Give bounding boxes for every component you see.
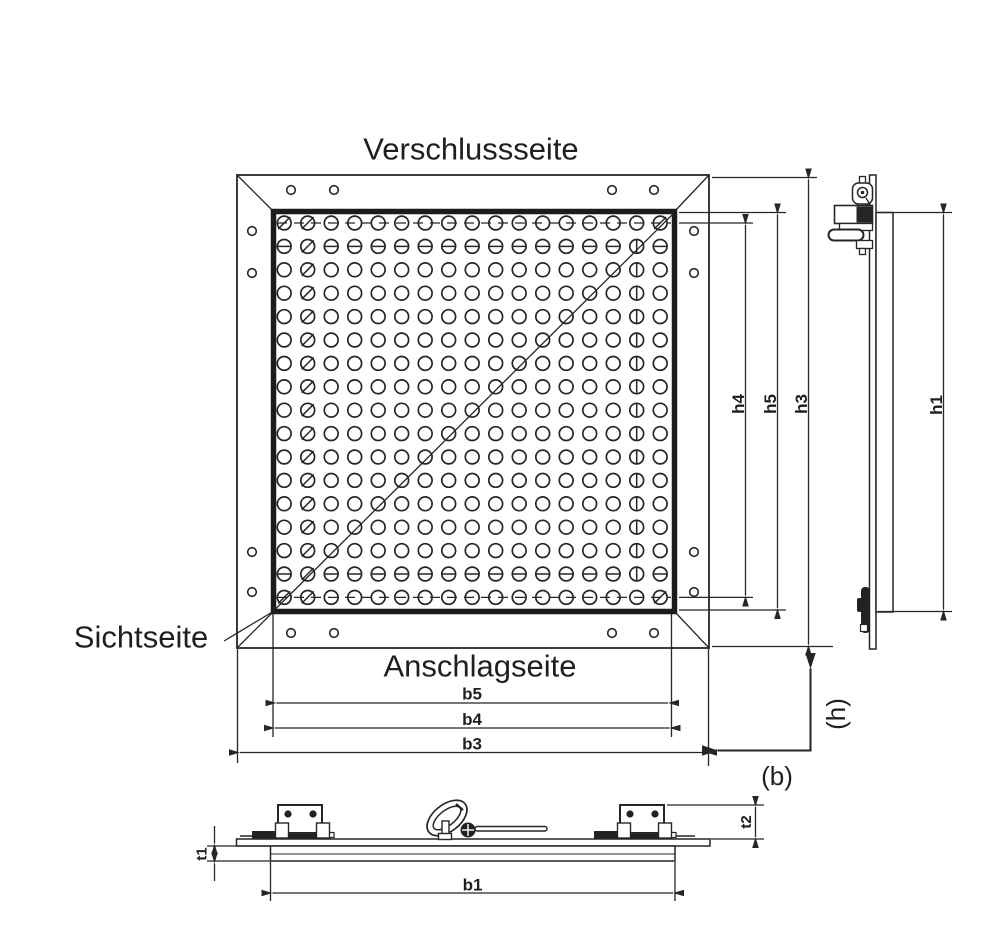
perforation-hole — [442, 427, 456, 441]
hinge-icon — [857, 587, 870, 633]
perforation-hole — [465, 520, 479, 534]
perforation-hole — [606, 310, 620, 324]
perforation-hole — [348, 333, 362, 347]
perforation-hole — [536, 286, 550, 300]
bottom-view-flange — [237, 839, 711, 846]
perforation-hole — [324, 403, 338, 417]
perforation-hole — [418, 286, 432, 300]
perforation-hole — [465, 497, 479, 511]
perforation-hole — [465, 403, 479, 417]
perforation-hole — [442, 520, 456, 534]
perforation-hole — [442, 333, 456, 347]
perforation-hole — [371, 474, 385, 488]
dim-h4 — [729, 225, 748, 596]
perforation-hole — [512, 380, 526, 394]
perforation-hole — [606, 427, 620, 441]
perforation-hole — [583, 357, 597, 371]
label-verschlussseite: Verschlussseite — [363, 131, 579, 167]
dim-b3 — [240, 735, 706, 754]
perforation-hole — [371, 427, 385, 441]
perforation-hole — [653, 497, 667, 511]
perforation-hole — [606, 403, 620, 417]
perforation-hole — [442, 380, 456, 394]
perforation-hole — [583, 474, 597, 488]
perforation-hole — [418, 450, 432, 464]
perforation-hole — [465, 544, 479, 558]
perforation-hole — [348, 263, 362, 277]
perforation-hole — [653, 474, 667, 488]
perforation-hole — [512, 450, 526, 464]
perforation-hole — [489, 520, 503, 534]
perforation-hole — [559, 544, 573, 558]
perforation-hole — [536, 544, 550, 558]
perforation-hole — [277, 474, 291, 488]
dim-t2 — [667, 805, 764, 839]
perforation-hole — [418, 427, 432, 441]
perforation-hole — [512, 357, 526, 371]
perforation-hole — [324, 357, 338, 371]
perforation-hole — [348, 310, 362, 324]
perforation-hole — [653, 403, 667, 417]
perforation-hole — [324, 263, 338, 277]
dim-b1 — [271, 862, 676, 901]
perforation-hole — [583, 333, 597, 347]
perforation-hole — [395, 403, 409, 417]
perforation-hole — [324, 380, 338, 394]
perforation-hole — [348, 544, 362, 558]
dim-b5 — [277, 685, 669, 704]
perforation-hole — [512, 544, 526, 558]
perforation-hole — [653, 263, 667, 277]
perforation-hole — [489, 263, 503, 277]
perforation-hole — [371, 497, 385, 511]
perforation-hole — [536, 497, 550, 511]
dim-b4 — [275, 710, 670, 729]
perforation-hole — [536, 380, 550, 394]
perforation-hole — [324, 450, 338, 464]
perforation-hole — [395, 380, 409, 394]
perforation-hole — [442, 474, 456, 488]
perforation-hole — [512, 427, 526, 441]
perforation-hole — [371, 310, 385, 324]
dim-b5-label: b5 — [462, 684, 482, 704]
perforation-hole — [465, 357, 479, 371]
perforation-hole — [371, 403, 385, 417]
perforation-hole — [277, 310, 291, 324]
perforation-hole — [559, 474, 573, 488]
perforation-hole — [606, 544, 620, 558]
perforation-hole — [512, 403, 526, 417]
perforation-hole — [442, 263, 456, 277]
perforation-hole — [653, 357, 667, 371]
perforation-hole — [324, 427, 338, 441]
perforation-hole — [512, 474, 526, 488]
perforation-hole — [606, 474, 620, 488]
perforation-hole — [489, 357, 503, 371]
perforation-hole — [277, 520, 291, 534]
perforation-hole — [348, 403, 362, 417]
perforation-hole — [583, 450, 597, 464]
perforation-hole — [583, 544, 597, 558]
perforation-hole — [395, 310, 409, 324]
perforation-hole — [442, 310, 456, 324]
perforation-hole — [489, 450, 503, 464]
perforation-hole — [418, 520, 432, 534]
perforation-hole — [348, 520, 362, 534]
perforation-hole — [512, 333, 526, 347]
perforation-hole — [277, 286, 291, 300]
perforation-hole — [559, 310, 573, 324]
perforation-hole — [395, 544, 409, 558]
perforation-hole — [395, 474, 409, 488]
perforation-hole — [395, 450, 409, 464]
perforation-hole — [418, 333, 432, 347]
perforation-hole — [324, 544, 338, 558]
dim-b1-label: b1 — [462, 875, 483, 895]
perforation-hole — [324, 286, 338, 300]
perforation-hole — [277, 427, 291, 441]
perforation-hole — [277, 544, 291, 558]
perforation-hole — [371, 520, 385, 534]
perforation-hole — [324, 333, 338, 347]
label-anschlagseite: Anschlagseite — [383, 648, 577, 684]
perforation-hole — [277, 403, 291, 417]
dim-b4-label: b4 — [462, 710, 482, 729]
perforation-hole — [606, 286, 620, 300]
perforation-hole — [489, 403, 503, 417]
perforation-hole — [348, 286, 362, 300]
height-axis-label: (h) — [821, 698, 851, 730]
perforation-hole — [653, 286, 667, 300]
perforation-hole — [371, 286, 385, 300]
perforation-hole — [653, 380, 667, 394]
perforation-hole — [348, 357, 362, 371]
perforation-hole — [559, 427, 573, 441]
perforation-hole — [348, 497, 362, 511]
perforation-hole — [583, 427, 597, 441]
perforation-hole — [583, 286, 597, 300]
perforation-hole — [465, 263, 479, 277]
perforation-hole — [489, 544, 503, 558]
perforation-hole — [536, 520, 550, 534]
perforation-hole — [606, 263, 620, 277]
perforation-hole — [559, 286, 573, 300]
perforation-hole — [465, 380, 479, 394]
perforation-hole — [465, 427, 479, 441]
perforation-hole — [277, 357, 291, 371]
perforation-hole — [348, 474, 362, 488]
perforation-hole — [348, 380, 362, 394]
perforation-hole — [277, 333, 291, 347]
carabiner-latch-icon — [421, 793, 547, 843]
perforation-hole — [559, 497, 573, 511]
perforation-hole — [512, 497, 526, 511]
perforation-hole — [583, 380, 597, 394]
perforation-hole — [536, 427, 550, 441]
perforation-hole — [442, 497, 456, 511]
perforation-hole — [395, 286, 409, 300]
perforation-hole — [371, 544, 385, 558]
perforation-hole — [371, 263, 385, 277]
perforation-hole — [606, 357, 620, 371]
perforation-hole — [653, 427, 667, 441]
perforation-hole — [512, 286, 526, 300]
perforation-hole — [395, 333, 409, 347]
dim-h4-label: h4 — [729, 394, 748, 414]
perforation-hole — [559, 263, 573, 277]
perforation-hole — [489, 286, 503, 300]
perforation-hole — [324, 520, 338, 534]
perforation-hole — [559, 357, 573, 371]
hinge-bracket-right — [594, 805, 695, 839]
perforation-hole — [559, 403, 573, 417]
perforation-hole — [418, 263, 432, 277]
perforation-hole — [536, 403, 550, 417]
perforation-hole — [536, 474, 550, 488]
perforation-hole — [512, 520, 526, 534]
perforation-hole — [418, 474, 432, 488]
dim-h3-label: h3 — [792, 394, 811, 414]
perforation-hole — [489, 380, 503, 394]
perforation-hole — [536, 263, 550, 277]
perforation-hole — [371, 450, 385, 464]
perforation-hole — [277, 263, 291, 277]
perforation-hole — [465, 333, 479, 347]
perforation-hole — [583, 520, 597, 534]
perforation-hole — [442, 403, 456, 417]
perforation-hole — [653, 450, 667, 464]
dim-b3-label: b3 — [462, 734, 482, 754]
perforation-hole — [559, 450, 573, 464]
perforation-hole — [583, 403, 597, 417]
perforation-hole — [489, 427, 503, 441]
latch-icon — [829, 177, 873, 255]
perforation-hole — [418, 357, 432, 371]
perforation-hole — [418, 310, 432, 324]
perforation-hole — [653, 310, 667, 324]
perforation-hole — [606, 497, 620, 511]
perforation-hole — [536, 450, 550, 464]
perforation-hole — [536, 357, 550, 371]
perforation-hole — [442, 544, 456, 558]
dim-h5-label: h5 — [761, 394, 780, 414]
perforation-grid — [277, 216, 667, 604]
dim-h1-label: h1 — [927, 395, 946, 415]
perforation-hole — [653, 544, 667, 558]
dim-t1-label: t1 — [193, 847, 211, 861]
perforation-hole — [606, 380, 620, 394]
perforation-hole — [277, 497, 291, 511]
perforation-hole — [442, 450, 456, 464]
perforation-hole — [559, 380, 573, 394]
perforation-hole — [465, 450, 479, 464]
perforation-hole — [489, 333, 503, 347]
perforation-hole — [395, 263, 409, 277]
perforation-hole — [583, 263, 597, 277]
perforation-hole — [559, 520, 573, 534]
perforation-hole — [583, 497, 597, 511]
perforation-hole — [395, 427, 409, 441]
dim-t2-label: t2 — [738, 815, 755, 829]
perforation-hole — [324, 310, 338, 324]
width-axis-label: (b) — [761, 761, 793, 791]
perforation-hole — [371, 333, 385, 347]
perforation-hole — [512, 310, 526, 324]
perforation-hole — [489, 497, 503, 511]
perforation-hole — [606, 333, 620, 347]
perforation-hole — [371, 357, 385, 371]
label-sichtseite: Sichtseite — [73, 619, 209, 655]
perforation-hole — [395, 357, 409, 371]
perforation-hole — [536, 333, 550, 347]
perforation-hole — [489, 474, 503, 488]
perforation-hole — [442, 357, 456, 371]
perforation-hole — [395, 497, 409, 511]
side-view — [829, 175, 953, 649]
perforation-hole — [418, 403, 432, 417]
perforation-hole — [324, 474, 338, 488]
perforation-hole — [489, 310, 503, 324]
perforation-hole — [324, 497, 338, 511]
side-view-panel — [876, 213, 893, 613]
perforation-hole — [277, 450, 291, 464]
perforation-hole — [395, 520, 409, 534]
perforation-hole — [348, 450, 362, 464]
perforation-hole — [606, 450, 620, 464]
perforation-hole — [653, 333, 667, 347]
perforation-hole — [348, 427, 362, 441]
front-view — [224, 175, 753, 648]
perforation-hole — [583, 310, 597, 324]
perforation-hole — [418, 544, 432, 558]
axis-arrows — [718, 669, 811, 751]
perforation-hole — [418, 497, 432, 511]
perforation-hole — [512, 263, 526, 277]
perforation-hole — [559, 333, 573, 347]
perforation-hole — [277, 380, 291, 394]
hinge-bracket-left — [240, 805, 334, 839]
perforation-hole — [606, 520, 620, 534]
latch-handle-rod — [475, 827, 547, 832]
perforation-hole — [653, 520, 667, 534]
axis-indicator — [718, 669, 852, 792]
perforation-hole — [465, 310, 479, 324]
perforation-hole — [465, 286, 479, 300]
perforation-hole — [418, 380, 432, 394]
bottom-view — [194, 793, 765, 901]
perforation-hole — [442, 286, 456, 300]
perforation-hole — [371, 380, 385, 394]
perforation-hole — [536, 310, 550, 324]
perforation-hole — [465, 474, 479, 488]
